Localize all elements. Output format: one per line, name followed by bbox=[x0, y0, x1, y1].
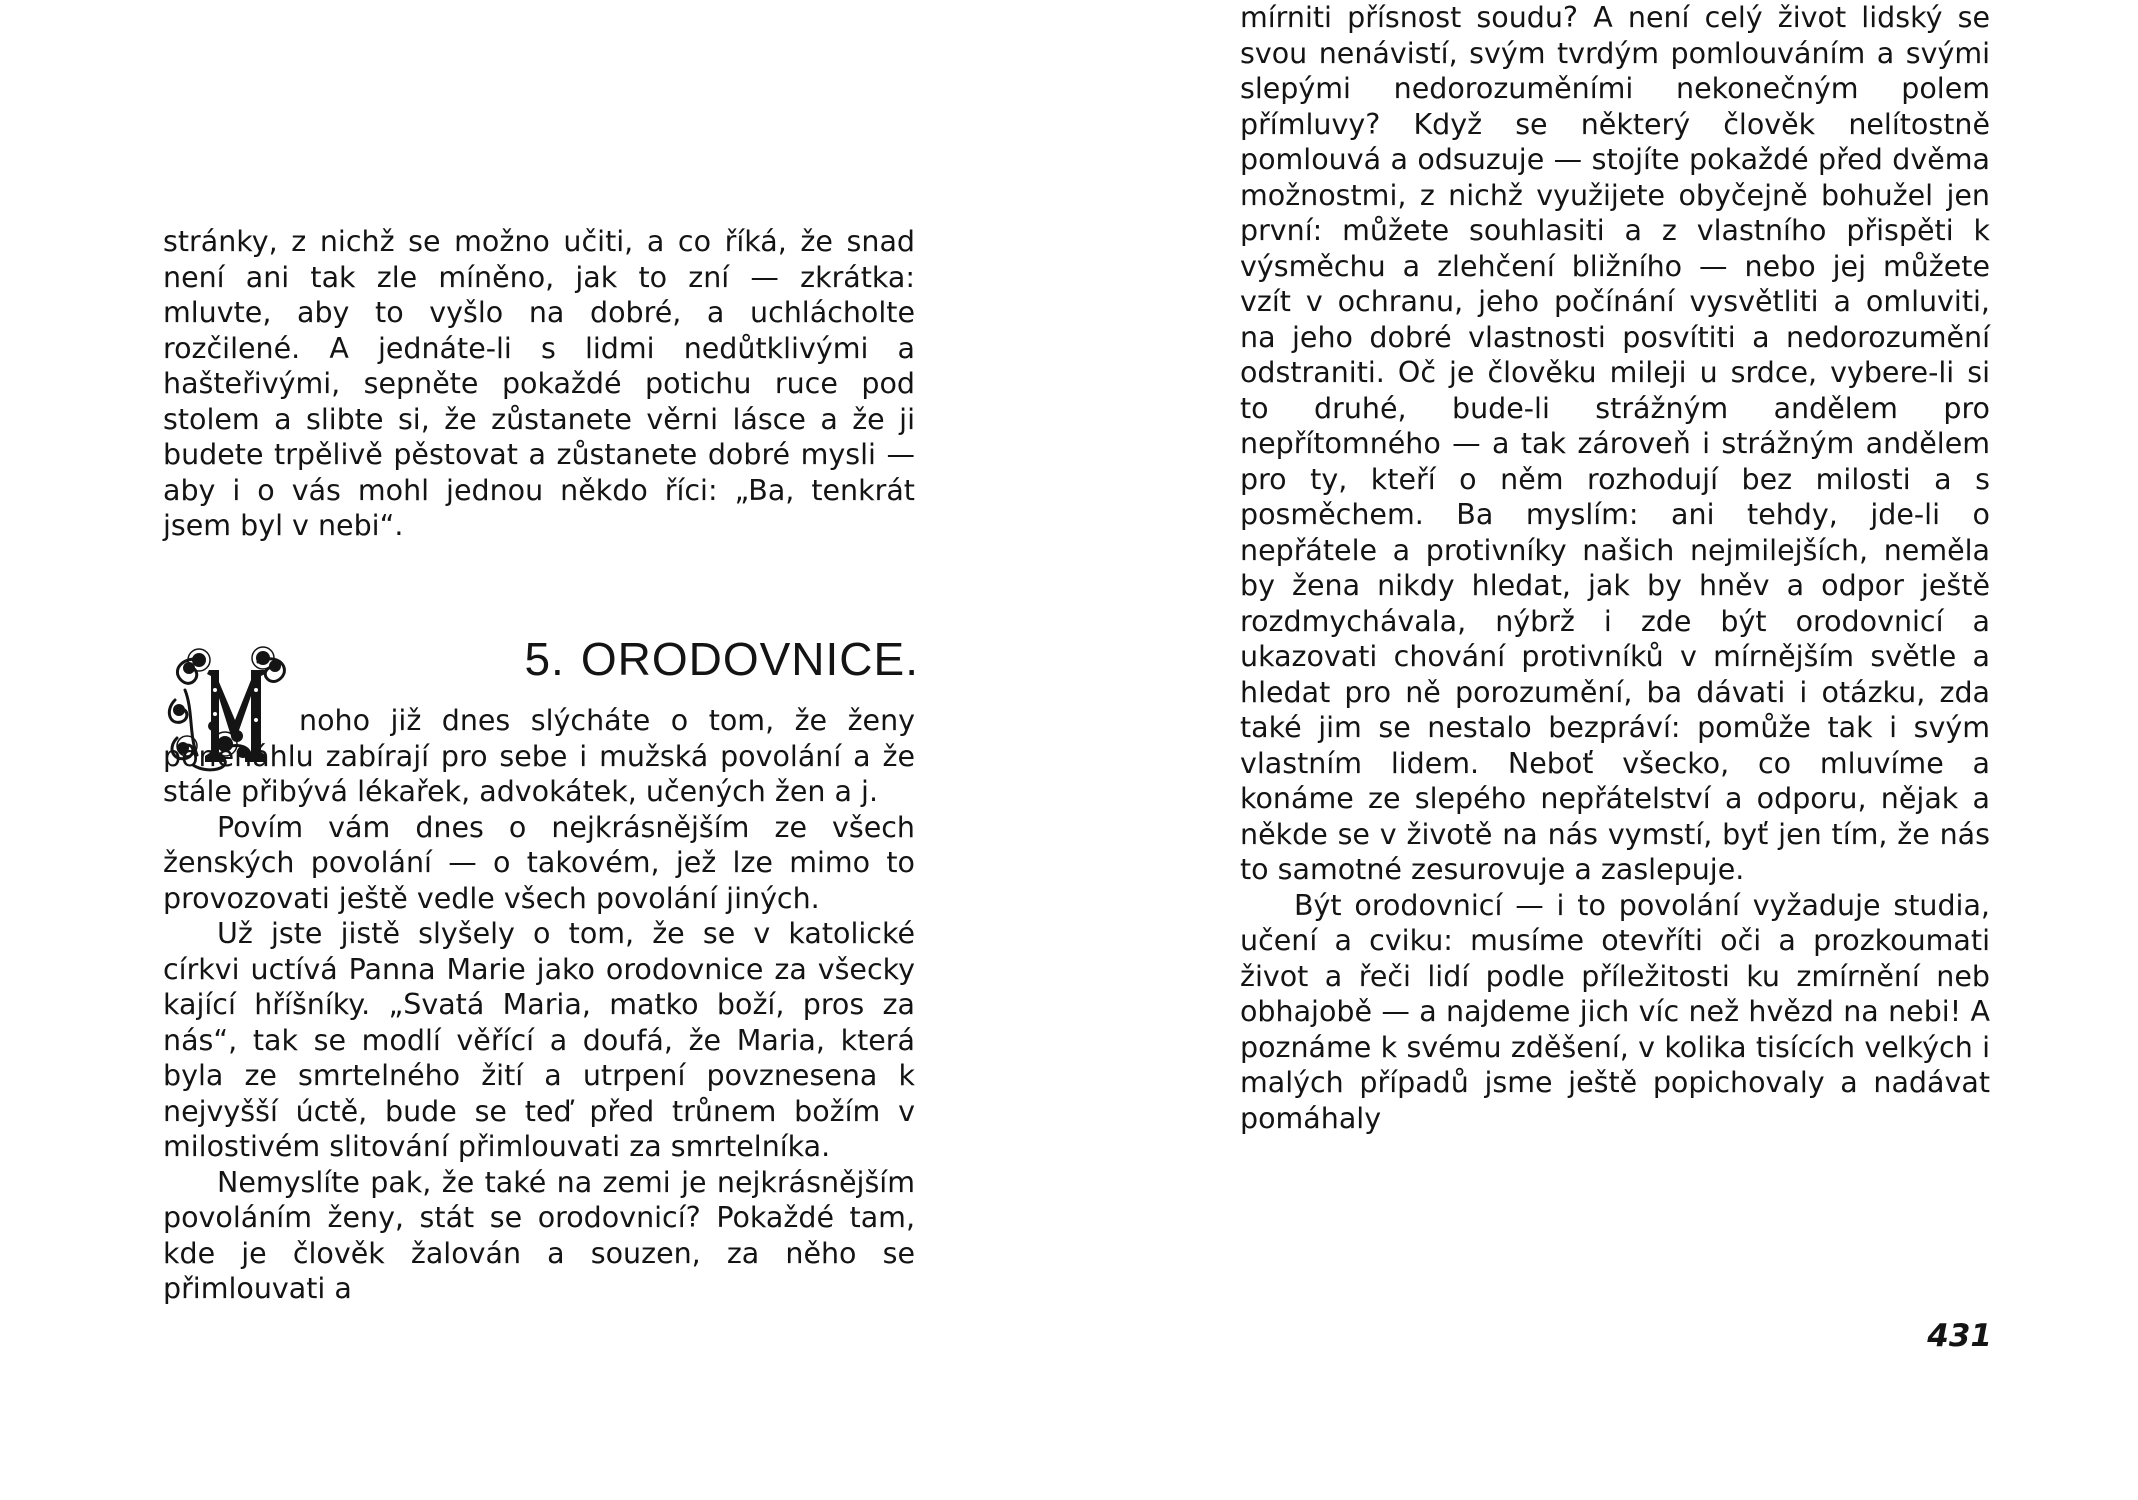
chapter-paragraph: Povím vám dnes o nejkrásnějším ze všech ženských povolání — o takovém, jež lze mimo to provozovati ještě vedle všech povolání jiných. bbox=[163, 810, 915, 915]
chapter-title: ORODOVNICE. bbox=[580, 633, 919, 685]
chapter-heading bbox=[359, 633, 919, 685]
right-paragraph: Být orodovnicí — i to povolání vyžaduje studia, učení a cviku: musíme otevříti oči a prozkoumati život a řeči lidí podle příležitosti ku zmírnění neb obhajobě — a najdeme jich víc než hvězd na nebi! A poznáme k svému zděšení, v kolika tisících velkých i malých případů jsme ještě popichovaly a nadávat pomáhaly bbox=[1240, 888, 1990, 1135]
right-text-block bbox=[1240, 0, 1990, 1136]
first-paragraph-text: noho již dnes slýcháte o tom, že ženy ponenáhlu zabírají pro sebe i mužská povolání a že stále přibývá lékařek, advokátek, učených žen a j. bbox=[163, 704, 915, 808]
continuation-text-block bbox=[163, 224, 915, 544]
chapter-number: 5. bbox=[524, 633, 565, 685]
chapter-paragraph: Nemyslíte pak, že také na zemi je nejkrásnějším povoláním ženy, stát se orodovnicí? Pokaždé tam, kde je člověk žalován a souzen, za něho se přimlouvati a bbox=[163, 1165, 915, 1305]
continuation-paragraph: stránky, z nichž se možno učiti, a co říká, že snad není ani tak zle míněno, jak to zní — zkrátka: mluvte, aby to vyšlo na dobré, a uchlácholte rozčilené. A jednáte-li s lidmi nedůtklivými a hašteřivými, sepněte pokaždé potichu ruce pod stolem a slibte si, že zůstanete věrni lásce a že ji budete trpělivě pěstovat a zůstanete dobré mysli — aby i o vás mohl jednou někdo říci: „Ba, tenkrát jsem byl v nebi“. bbox=[163, 225, 915, 542]
chapter-text-block bbox=[163, 703, 915, 1307]
right-paragraph: mírniti přísnost soudu? A není celý život lidský se svou nenávistí, svým tvrdým pomlouváním a svými slepými nedorozuměními nekonečným polem přímluvy? Když se některý člověk nelítostně pomlouvá a odsuzuje — stojíte pokaždé před dvěma možnostmi, z nichž využijete obyčejně bohužel jen první: můžete souhlasiti a z vlastního přispěti k výsměchu a zlehčení bližního — nebo jej můžete vzít v ochranu, jeho počínání vysvětliti a omluviti, na jeho dobré vlastnosti posvítiti a nedorozumění odstraniti. Oč je člověku mileji u srdce, vybere-li si to druhé, bude-li strážným andělem pro nepřítomného — a tak zároveň i strážným andělem pro ty, kteří o něm rozhodují bez milosti a s posměchem. Ba myslím: ani tehdy, jde-li o nepřátele a protivníky našich nejmilejších, neměla by žena nikdy hledat, jak by hněv a odpor ještě rozdmychávala, nýbrž i zde být orodovnicí a ukazovati chování protivníků v mírnějším světle a hledat pro ně porozumění, ba dávati i otázku, zda také jim se nestalo bezpráví: pomůže tak i svým vlastním lidem. Neboť všecko, co mluvíme a konáme ze slepého nepřátelství a odporu, nějak a někde se v životě na nás vymstí, byť jen tím, že nás to samotné zesurovuje a zaslepuje. bbox=[1240, 1, 1990, 886]
right-page bbox=[1069, 0, 2138, 1500]
chapter-first-paragraph bbox=[163, 703, 915, 810]
page-number: 431 bbox=[1927, 1318, 1992, 1354]
chapter-paragraph: Už jste jistě slyšely o tom, že se v katolické církvi uctívá Panna Marie jako orodovnice za všecky kající hříšníky. „Svatá Maria, matko boží, pros za nás“, tak se modlí věřící a doufá, že Maria, která byla ze smrtelného žití a utrpení povznesena k nejvyšší úctě, bude se teď před trůnem božím v milostivém slitování přimlouvati za smrtelníka. bbox=[163, 917, 915, 1163]
